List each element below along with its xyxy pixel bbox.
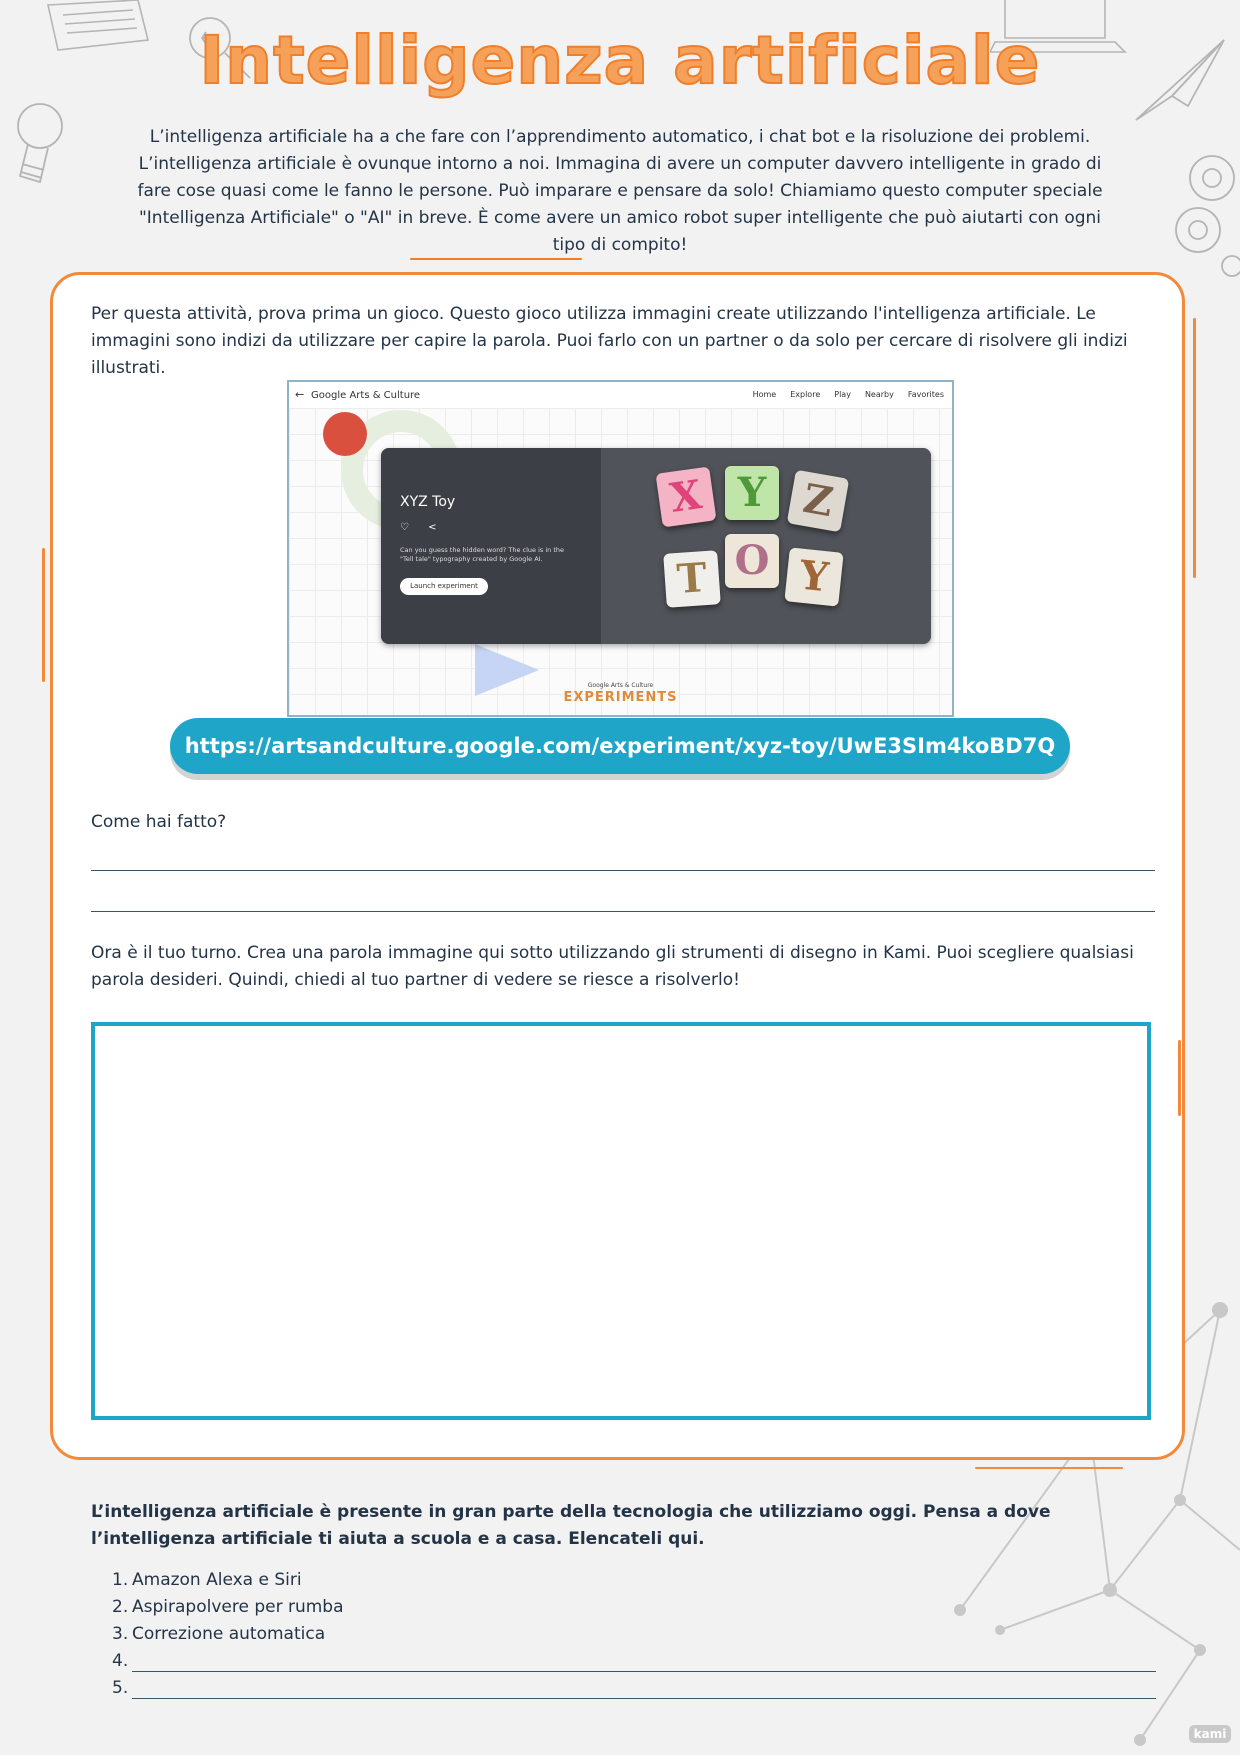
list-number: 3.: [112, 1624, 129, 1644]
list-item: [112, 1648, 1156, 1675]
list-text: Amazon Alexa e Siri: [132, 1570, 302, 1590]
ai-list-question: L’intelligenza artificiale è presente in gran parte della tecnologia che utilizziamo oggi. Pensa a dove l’intelligenza artificiale ti aiuta a scuola e a casa. Elencateli qui.: [91, 1502, 1051, 1549]
list-number: 5.: [112, 1678, 129, 1698]
experiment-link[interactable]: https://artsandculture.google.com/experiment/xyz-toy/UwE3SIm4koBD7Q: [170, 718, 1070, 774]
card-title: XYZ Toy: [400, 494, 456, 510]
panel-accent-stroke: [1193, 318, 1196, 578]
activity-instructions: Per questa attività, prova prima un gioco. Questo gioco utilizza immagini create utilizzando l'intelligenza artificiale. Le immagini sono indizi da utilizzare per capire la parola. Puoi farlo con un partner o da solo per cercare di risolvere gli indizi illustrati.: [91, 304, 1128, 378]
lightbulb-doodle-icon: [0, 96, 70, 192]
list-item: [112, 1567, 1156, 1594]
ai-list: [112, 1567, 1156, 1702]
gears-doodle-icon: [1168, 148, 1240, 278]
list-item: [112, 1675, 1156, 1702]
letter-tile: Z: [787, 470, 850, 533]
screenshot-nav-link: Home: [752, 390, 777, 399]
panel-accent-stroke: [975, 1467, 1123, 1469]
letter-tile: Y: [784, 547, 843, 606]
screenshot-nav-bar: [289, 382, 952, 408]
divider: [410, 258, 582, 260]
list-text: Aspirapolvere per rumba: [132, 1597, 344, 1617]
list-number: 4.: [112, 1651, 129, 1671]
experiment-card: [381, 448, 931, 644]
answer-line[interactable]: [91, 911, 1155, 912]
list-item: [112, 1594, 1156, 1621]
letter-tiles: [601, 448, 931, 644]
screenshot-nav-link: Play: [834, 390, 851, 399]
list-number: 1.: [112, 1570, 129, 1590]
letter-tile: O: [725, 534, 779, 588]
game-screenshot: [287, 380, 954, 717]
screenshot-nav-link: Favorites: [907, 390, 944, 399]
page-title: Intelligenza artificiale: [199, 22, 1041, 99]
turn-instructions: Ora è il tuo turno. Crea una parola immagine qui sotto utilizzando gli strumenti di disegno in Kami. Puoi scegliere qualsiasi parola desideri. Quindi, chiedi al tuo partner di vedere se riesce a risolverlo!: [91, 943, 1134, 990]
launch-experiment-button: Launch experiment: [400, 578, 488, 595]
screenshot-nav-link: Nearby: [864, 390, 894, 399]
screenshot-footer-brand: Google Arts & Culture: [587, 682, 654, 689]
screenshot-brand: Google Arts & Culture: [311, 390, 421, 401]
letter-tile: T: [663, 550, 721, 608]
intro-paragraph: L’intelligenza artificiale ha a che fare con l’apprendimento automatico, i chat bot e la risoluzione dei problemi. L’intelligenza artificiale è ovunque intorno a noi. Immagina di avere un computer davvero intelligente in grado di fare cose quasi come le fanno le persone. Può imparare e pensare da solo! Chiamiamo questo computer speciale "Intelligenza Artificiale" o "AI" in breve. È come avere un amico robot super intelligente che può aiutarti con ogni tipo di compito!: [137, 127, 1103, 255]
screenshot-nav-link: Explore: [790, 390, 821, 399]
blank-answer-line[interactable]: [132, 1675, 1156, 1699]
list-item: [112, 1621, 1156, 1648]
drawing-area[interactable]: [91, 1022, 1151, 1420]
reflection-question: Come hai fatto?: [91, 812, 227, 832]
list-number: 2.: [112, 1597, 129, 1617]
list-text: Correzione automatica: [132, 1624, 326, 1644]
back-arrow-icon: ←: [295, 388, 305, 401]
decor-circle: [323, 412, 367, 456]
experiments-logo: EXPERIMENTS: [563, 690, 678, 705]
kami-badge: kami: [1189, 1725, 1231, 1743]
letter-tile: X: [656, 467, 717, 528]
answer-line[interactable]: [91, 870, 1155, 871]
heart-share-icon: ♡ <: [400, 522, 445, 533]
blank-answer-line[interactable]: [132, 1648, 1156, 1672]
letter-tile: Y: [725, 466, 779, 520]
panel-accent-stroke: [42, 548, 45, 682]
card-description: Can you guess the hidden word? The clue is in the "Tell tale" typography created by Google AI.: [400, 546, 565, 563]
panel-accent-stroke: [1178, 1040, 1181, 1116]
